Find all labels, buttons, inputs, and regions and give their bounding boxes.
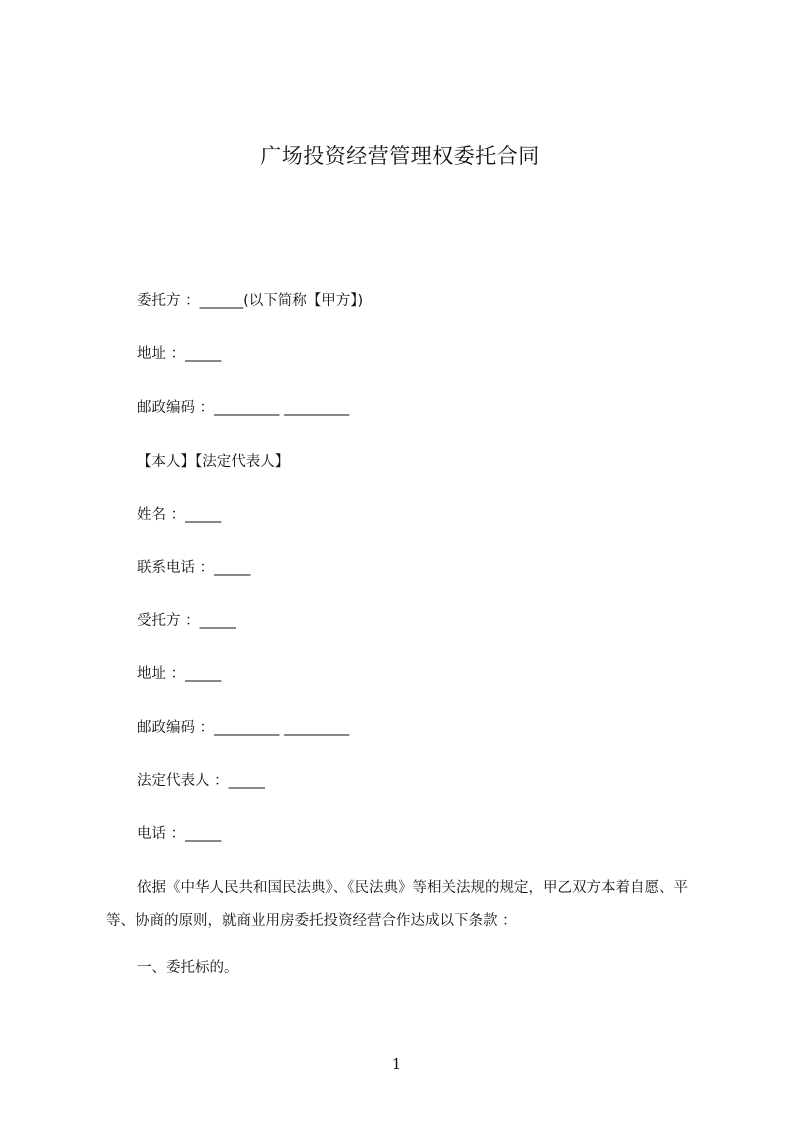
trustee-phone-line: 电话 ：_____	[137, 826, 222, 842]
principal-postal-code-line: 邮政编码 ：_________ _________	[137, 400, 350, 416]
trustee-postal-code-line: 邮政编码 ：_________ _________	[137, 720, 350, 736]
trustee-line: 受托方 ：_____	[137, 613, 236, 629]
contract-preamble: 依据《中华人民共和国民法典》、《民法典》等相关法规的规定，甲乙双方本着自愿、平等、协商的原则，就商业用房委托投资经营合作达成以下条款 ：	[106, 880, 688, 929]
representative-type-line: 【本人】【法定代表人】	[137, 454, 290, 470]
principal-address-line: 地址 ：_____	[137, 346, 222, 362]
page-number: 1	[391, 1055, 402, 1073]
principal-name-line: 姓名 ：_____	[137, 507, 222, 523]
section-heading: 一、委托标的。	[137, 960, 239, 976]
trustee-legal-representative-line: 法定代表人 ：_____	[137, 773, 265, 789]
trustee-address-line: 地址 ：_____	[137, 666, 222, 682]
principal-phone-line: 联系电话 ：_____	[137, 560, 251, 576]
contract-title: 广场投资经营管理权委托合同	[260, 144, 540, 168]
principal-line: 委托方 ：______(以下简称【甲方】)	[137, 293, 364, 309]
